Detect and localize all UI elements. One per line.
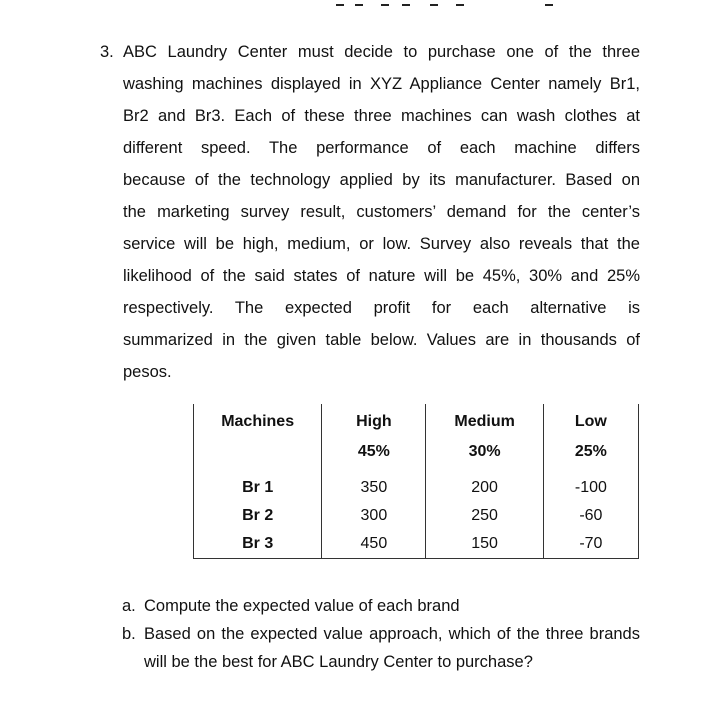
question-label: a.	[122, 597, 136, 615]
value-cell: 450	[322, 530, 426, 559]
machine-name: Br 2	[194, 502, 322, 530]
problem-line: Br2 and Br3. Each of these three machines can wash clothes at	[123, 107, 640, 125]
problem-line: washing machines displayed in XYZ Appliance Center namely Br1,	[123, 75, 640, 93]
value-cell: -100	[543, 474, 638, 502]
probability-row	[194, 438, 639, 474]
problem-line: service will be high, medium, or low. Survey also reveals that the	[123, 235, 640, 253]
problem-text	[123, 36, 640, 388]
value-cell: 350	[322, 474, 426, 502]
value-cell: 300	[322, 502, 426, 530]
empty-cell	[194, 438, 322, 474]
probability-medium: 30%	[426, 438, 543, 474]
question-text: Compute the expected value of each brand	[144, 597, 460, 615]
table-row	[194, 530, 639, 559]
problem-line: likelihood of the said states of nature will be 45%, 30% and 25%	[123, 267, 640, 285]
header-high: High	[322, 404, 426, 438]
problem-line: because of the technology applied by its manufacturer. Based on	[123, 171, 640, 189]
value-cell: 150	[426, 530, 543, 559]
question-a	[122, 592, 640, 620]
table-header-row	[194, 404, 639, 438]
value-cell: 200	[426, 474, 543, 502]
question-text: Based on the expected value approach, which of the three brands will be the best for ABC Laundry Center to purchase?	[144, 625, 640, 671]
question-label: b.	[122, 625, 136, 643]
header-medium: Medium	[426, 404, 543, 438]
problem-number: 3.	[100, 43, 114, 61]
cropped-previous-text	[0, 0, 719, 6]
table-row	[194, 502, 639, 530]
problem-line: different speed. The performance of each machine differs	[123, 139, 640, 157]
payoff-table	[193, 404, 639, 559]
problem-statement	[100, 36, 640, 388]
header-machines: Machines	[194, 404, 322, 438]
probability-low: 25%	[543, 438, 638, 474]
value-cell: -60	[543, 502, 638, 530]
problem-line: respectively. The expected profit for each alternative is	[123, 299, 640, 317]
problem-line: pesos.	[123, 363, 172, 381]
table-row	[194, 474, 639, 502]
problem-line: the marketing survey result, customers’ demand for the center’s	[123, 203, 640, 221]
question-list	[122, 592, 640, 676]
machine-name: Br 1	[194, 474, 322, 502]
probability-high: 45%	[322, 438, 426, 474]
problem-line: summarized in the given table below. Values are in thousands of	[123, 331, 640, 349]
header-low: Low	[543, 404, 638, 438]
machine-name: Br 3	[194, 530, 322, 559]
question-b	[122, 620, 640, 676]
value-cell: -70	[543, 530, 638, 559]
problem-line: ABC Laundry Center must decide to purchase one of the three	[123, 43, 640, 61]
value-cell: 250	[426, 502, 543, 530]
